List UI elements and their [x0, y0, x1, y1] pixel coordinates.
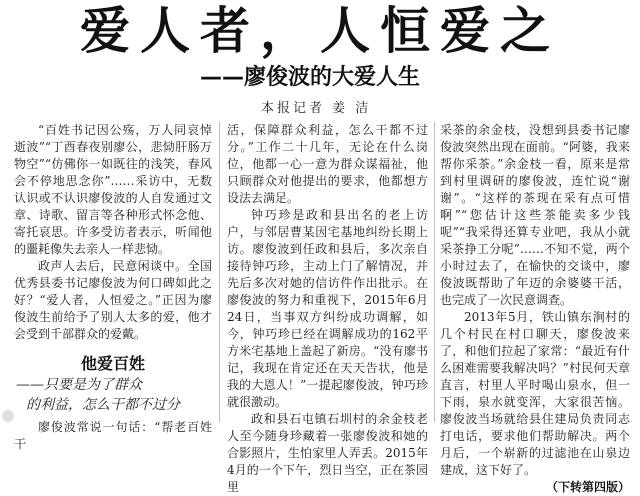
article-headline: 爱人者，人恒爱之 [80, 1, 560, 60]
watermark-logo-icon [2, 410, 14, 422]
section-subtitle-line-1: ——只要是为了群众 [16, 377, 142, 393]
section-subtitle-line-2: 的利益，怎么干都不过分 [26, 397, 180, 413]
section-title: 他爱百姓 [80, 354, 145, 373]
article-column-1 [14, 122, 212, 451]
paragraph: 2013年5月，铁山镇东涧村的几个村民在村口聊天，廖俊波来了，和他们拉起了家常：“最近有什么困难需要我解决吗？”村民何天章直言，村里人平时喝山泉水，但一下雨，泉水就变浑，大家很苦恼。廖俊波当场就给县住建局负责同志打电话，要求他们帮助解决。两个月后，一个崭新的过滤池在山泉边建成，这下好了。 [440, 310, 630, 477]
continued-note: （下转第四版） [545, 480, 630, 494]
paragraph: 政声人去后，民意闲谈中。全国优秀县委书记廖俊波为何口碑如此之好？“爱人者，人恒爱之。”正因为廖俊波生前给予了别人太多的爱，他才会受到千部群众的爱戴。 [14, 259, 212, 341]
article-column-2 [227, 122, 428, 494]
article-column-3 [440, 122, 630, 494]
column-divider [219, 122, 220, 422]
paragraph: 采茶的余金枝，没想到县委书记廖俊波突然出现在面前。“阿婆，我来帮你采茶。”余金枝一看，原来是常到村里调研的廖俊波，连忙说“谢谢”。“这样的茶现在采有点可惜啊”“您估计这些茶能卖多少钱呢”“我采得还算专业吧，我从小就采茶挣工分呢”……不知不觉，两个小时过去了，在愉快的交谈中，廖俊波既帮助了年迈的余婆婆干活，也完成了一次民意调查。 [440, 123, 630, 307]
column-divider [434, 122, 435, 422]
paragraph: “百姓书记因公殇，万人同哀悼逝波”“丁酉春夜别廖公，悲恸肝肠万物空”“仿佛你一如既往的浅笑，春风会不停地思念你”……采访中，无数认识或不认识廖俊波的人自发通过文章、诗歌、留言等各种形式怀念他、寄托哀思。许多受访者表示，听闻他的噩耗像失去亲人一样悲恸。 [14, 123, 212, 256]
article-subheadline: ——廖俊波的大爱人生 [200, 65, 421, 90]
paragraph: 政和县石屯镇石圳村的余金枝老人至今随身珍藏着一张廖俊波和她的合影照片，生怕家里人弄丢。2015年4月的一个下午，烈日当空，正在茶园里 [227, 412, 428, 494]
paragraph: 钟巧珍是政和县出名的老上访户，与邻居曹某因宅基地纠纷长期上访。廖俊波到任政和县后，多次亲自接待钟巧珍，主动上门了解情况，并先后多次对她的信访件作出批示。在廖俊波的努力和重视下，2015年6月24日，当事双方纠纷成功调解，如今，钟巧珍已经在调解成功的162平方米宅基地上盖起了新房。“没有廖书记，我现在肯定还在天天告状，他是我的大恩人！”一提起廖俊波，钟巧珍就很激动。 [227, 208, 428, 409]
article-byline: 本报记者 姜 洁 [261, 101, 372, 116]
paragraph: 活，保障群众利益，怎么干都不过分。”工作二十几年，无论在什么岗位，他都一心一意为群众谋福祉，他只顾群众对他提出的要求，他都想方设法去满足。 [227, 123, 428, 205]
paragraph: 廖俊波常说一句话：“帮老百姓干 [14, 420, 212, 451]
